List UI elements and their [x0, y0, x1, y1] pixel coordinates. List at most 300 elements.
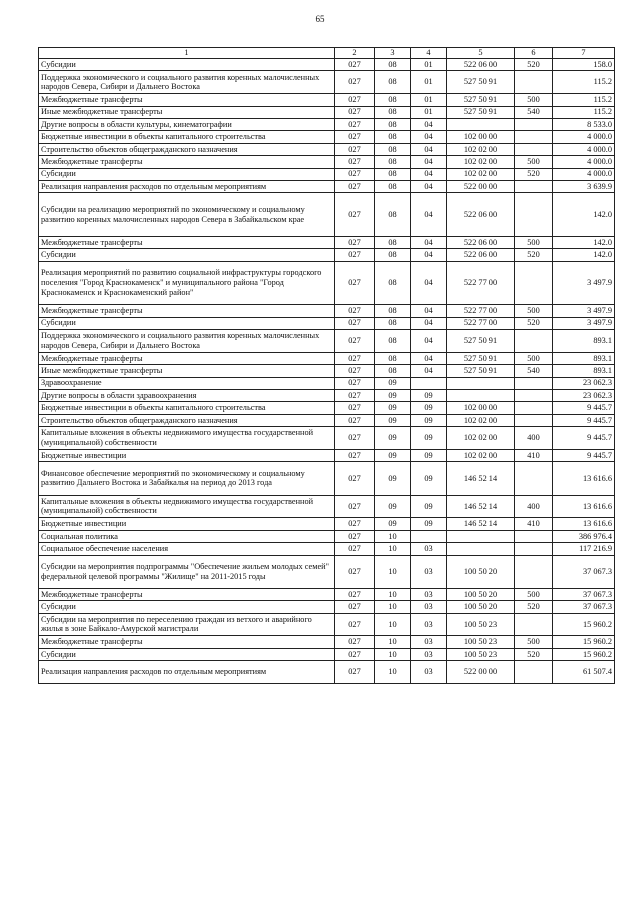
section-code-cell: 08 — [375, 330, 411, 353]
subsection-code-cell: 01 — [411, 59, 447, 71]
column-header: 2 — [335, 48, 375, 59]
section-code-cell: 08 — [375, 317, 411, 329]
subsection-code-cell: 03 — [411, 588, 447, 600]
expense-type-cell: 400 — [515, 427, 553, 450]
admin-code-cell: 027 — [335, 249, 375, 261]
subsection-code-cell: 03 — [411, 601, 447, 613]
expense-type-cell — [515, 118, 553, 130]
table-row — [39, 317, 615, 329]
subsection-code-cell: 01 — [411, 71, 447, 94]
expense-type-cell — [515, 414, 553, 426]
subsection-code-cell: 09 — [411, 390, 447, 402]
table-row — [39, 450, 615, 462]
expense-type-cell — [515, 555, 553, 588]
target-article-cell: 102 02 00 — [447, 156, 515, 168]
admin-code-cell: 027 — [335, 601, 375, 613]
subsection-code-cell: 03 — [411, 636, 447, 648]
target-article-cell: 522 00 00 — [447, 661, 515, 684]
subsection-code-cell: 01 — [411, 106, 447, 118]
amount-cell: 158.0 — [553, 59, 615, 71]
section-code-cell: 08 — [375, 59, 411, 71]
section-code-cell: 10 — [375, 601, 411, 613]
row-name-cell: Субсидии на мероприятия подпрограммы "Обеспечение жильем молодых семей" федеральной целевой программы "Жилище" на 2011-2015 годы — [39, 555, 335, 588]
admin-code-cell: 027 — [335, 305, 375, 317]
section-code-cell: 09 — [375, 427, 411, 450]
section-code-cell: 09 — [375, 495, 411, 518]
section-code-cell: 09 — [375, 402, 411, 414]
amount-cell: 3 497.9 — [553, 261, 615, 305]
table-row — [39, 156, 615, 168]
amount-cell: 3 497.9 — [553, 305, 615, 317]
expense-type-cell: 520 — [515, 317, 553, 329]
target-article-cell: 522 00 00 — [447, 180, 515, 192]
expense-type-cell: 410 — [515, 518, 553, 530]
row-name-cell: Межбюджетные трансферты — [39, 94, 335, 106]
expense-type-cell — [515, 143, 553, 155]
target-article-cell: 527 50 91 — [447, 352, 515, 364]
amount-cell: 893.1 — [553, 330, 615, 353]
subsection-code-cell: 04 — [411, 143, 447, 155]
table-row — [39, 106, 615, 118]
subsection-code-cell: 03 — [411, 543, 447, 555]
amount-cell: 37 067.3 — [553, 555, 615, 588]
table-row — [39, 168, 615, 180]
column-header: 5 — [447, 48, 515, 59]
target-article-cell — [447, 377, 515, 389]
column-header: 1 — [39, 48, 335, 59]
table-row — [39, 143, 615, 155]
target-article-cell — [447, 530, 515, 542]
row-name-cell: Бюджетные инвестиции — [39, 450, 335, 462]
admin-code-cell: 027 — [335, 636, 375, 648]
column-header: 4 — [411, 48, 447, 59]
row-name-cell: Реализация мероприятий по развитию социальной инфраструктуры городского поселения "Город Краснокаменск" и муниципального района "Город Краснокаменск и Краснокаменский район" — [39, 261, 335, 305]
target-article-cell: 527 50 91 — [447, 71, 515, 94]
table-row — [39, 352, 615, 364]
subsection-code-cell: 09 — [411, 450, 447, 462]
row-name-cell: Другие вопросы в области культуры, кинематографии — [39, 118, 335, 130]
admin-code-cell: 027 — [335, 427, 375, 450]
subsection-code-cell: 03 — [411, 648, 447, 660]
subsection-code-cell: 09 — [411, 427, 447, 450]
target-article-cell: 146 52 14 — [447, 462, 515, 495]
amount-cell: 8 533.0 — [553, 118, 615, 130]
amount-cell: 3 639.9 — [553, 180, 615, 192]
subsection-code-cell: 04 — [411, 168, 447, 180]
section-code-cell: 08 — [375, 94, 411, 106]
amount-cell: 893.1 — [553, 365, 615, 377]
expense-type-cell — [515, 543, 553, 555]
expense-type-cell — [515, 330, 553, 353]
row-name-cell: Реализация направления расходов по отдельным мероприятиям — [39, 661, 335, 684]
table-row — [39, 305, 615, 317]
table-row — [39, 414, 615, 426]
row-name-cell: Строительство объектов общегражданского назначения — [39, 143, 335, 155]
section-code-cell: 09 — [375, 518, 411, 530]
row-name-cell: Социальное обеспечение населения — [39, 543, 335, 555]
target-article-cell: 102 00 00 — [447, 402, 515, 414]
target-article-cell: 522 06 00 — [447, 59, 515, 71]
subsection-code-cell — [411, 377, 447, 389]
section-code-cell: 08 — [375, 305, 411, 317]
target-article-cell: 522 06 00 — [447, 193, 515, 237]
expense-type-cell: 520 — [515, 648, 553, 660]
admin-code-cell: 027 — [335, 330, 375, 353]
table-row — [39, 330, 615, 353]
subsection-code-cell: 03 — [411, 613, 447, 636]
table-row — [39, 365, 615, 377]
table-row — [39, 648, 615, 660]
section-code-cell: 08 — [375, 249, 411, 261]
amount-cell: 4 000.0 — [553, 131, 615, 143]
page-number: 65 — [315, 14, 325, 24]
table-row — [39, 555, 615, 588]
admin-code-cell: 027 — [335, 588, 375, 600]
amount-cell: 15 960.2 — [553, 648, 615, 660]
section-code-cell: 09 — [375, 414, 411, 426]
target-article-cell: 527 50 91 — [447, 365, 515, 377]
table-row — [39, 390, 615, 402]
table-row — [39, 249, 615, 261]
row-name-cell: Субсидии — [39, 317, 335, 329]
target-article-cell: 522 77 00 — [447, 261, 515, 305]
expense-type-cell — [515, 402, 553, 414]
expense-type-cell — [515, 462, 553, 495]
row-name-cell: Социальная политика — [39, 530, 335, 542]
admin-code-cell: 027 — [335, 450, 375, 462]
section-code-cell: 09 — [375, 390, 411, 402]
table-row — [39, 236, 615, 248]
subsection-code-cell: 04 — [411, 193, 447, 237]
target-article-cell: 100 50 20 — [447, 588, 515, 600]
expense-type-cell: 400 — [515, 495, 553, 518]
admin-code-cell: 027 — [335, 661, 375, 684]
row-name-cell: Здравоохранение — [39, 377, 335, 389]
expense-type-cell: 520 — [515, 168, 553, 180]
target-article-cell: 100 50 23 — [447, 636, 515, 648]
table-row — [39, 377, 615, 389]
section-code-cell: 10 — [375, 661, 411, 684]
table-row — [39, 71, 615, 94]
target-article-cell: 527 50 91 — [447, 94, 515, 106]
admin-code-cell: 027 — [335, 236, 375, 248]
table-row — [39, 661, 615, 684]
section-code-cell: 08 — [375, 156, 411, 168]
admin-code-cell: 027 — [335, 495, 375, 518]
expense-type-cell: 540 — [515, 365, 553, 377]
expense-type-cell: 500 — [515, 588, 553, 600]
section-code-cell: 10 — [375, 648, 411, 660]
amount-cell: 23 062.3 — [553, 377, 615, 389]
amount-cell: 115.2 — [553, 94, 615, 106]
subsection-code-cell: 04 — [411, 330, 447, 353]
section-code-cell: 08 — [375, 131, 411, 143]
amount-cell: 37 067.3 — [553, 588, 615, 600]
row-name-cell: Бюджетные инвестиции в объекты капитального строительства — [39, 402, 335, 414]
expense-type-cell: 500 — [515, 236, 553, 248]
row-name-cell: Межбюджетные трансферты — [39, 236, 335, 248]
amount-cell: 15 960.2 — [553, 636, 615, 648]
section-code-cell: 09 — [375, 450, 411, 462]
column-header: 7 — [553, 48, 615, 59]
subsection-code-cell: 03 — [411, 661, 447, 684]
table-row — [39, 94, 615, 106]
expense-type-cell — [515, 261, 553, 305]
row-name-cell: Иные межбюджетные трансферты — [39, 365, 335, 377]
expense-type-cell — [515, 193, 553, 237]
expense-type-cell: 540 — [515, 106, 553, 118]
table-row — [39, 261, 615, 305]
target-article-cell — [447, 118, 515, 130]
admin-code-cell: 027 — [335, 543, 375, 555]
row-name-cell: Поддержка экономического и социального развития коренных малочисленных народов Севера, Сибири и Дальнего Востока — [39, 71, 335, 94]
target-article-cell: 102 00 00 — [447, 131, 515, 143]
row-name-cell: Другие вопросы в области здравоохранения — [39, 390, 335, 402]
subsection-code-cell: 01 — [411, 94, 447, 106]
amount-cell: 61 507.4 — [553, 661, 615, 684]
admin-code-cell: 027 — [335, 106, 375, 118]
amount-cell: 13 616.6 — [553, 495, 615, 518]
section-code-cell: 08 — [375, 106, 411, 118]
target-article-cell: 522 06 00 — [447, 236, 515, 248]
target-article-cell: 527 50 91 — [447, 106, 515, 118]
target-article-cell: 100 50 20 — [447, 555, 515, 588]
row-name-cell: Капитальные вложения в объекты недвижимого имущества государственной (муниципальной) собственности — [39, 495, 335, 518]
expense-type-cell: 410 — [515, 450, 553, 462]
subsection-code-cell: 04 — [411, 249, 447, 261]
row-name-cell: Капитальные вложения в объекты недвижимого имущества государственной (муниципальной) собственности — [39, 427, 335, 450]
target-article-cell — [447, 543, 515, 555]
section-code-cell: 08 — [375, 143, 411, 155]
subsection-code-cell: 09 — [411, 414, 447, 426]
admin-code-cell: 027 — [335, 613, 375, 636]
expense-type-cell: 500 — [515, 352, 553, 364]
table-row — [39, 518, 615, 530]
table-row — [39, 495, 615, 518]
row-name-cell: Бюджетные инвестиции — [39, 518, 335, 530]
admin-code-cell: 027 — [335, 317, 375, 329]
row-name-cell: Субсидии — [39, 601, 335, 613]
expense-type-cell — [515, 377, 553, 389]
admin-code-cell: 027 — [335, 94, 375, 106]
subsection-code-cell: 03 — [411, 555, 447, 588]
expense-type-cell: 500 — [515, 94, 553, 106]
admin-code-cell: 027 — [335, 414, 375, 426]
row-name-cell: Реализация направления расходов по отдельным мероприятиям — [39, 180, 335, 192]
table-row — [39, 131, 615, 143]
table-row — [39, 118, 615, 130]
admin-code-cell: 027 — [335, 402, 375, 414]
target-article-cell: 102 02 00 — [447, 168, 515, 180]
row-name-cell: Субсидии — [39, 168, 335, 180]
admin-code-cell: 027 — [335, 530, 375, 542]
section-code-cell: 10 — [375, 613, 411, 636]
section-code-cell: 08 — [375, 193, 411, 237]
subsection-code-cell: 04 — [411, 118, 447, 130]
amount-cell: 9 445.7 — [553, 450, 615, 462]
amount-cell: 142.0 — [553, 193, 615, 237]
target-article-cell: 527 50 91 — [447, 330, 515, 353]
row-name-cell: Субсидии — [39, 648, 335, 660]
admin-code-cell: 027 — [335, 193, 375, 237]
admin-code-cell: 027 — [335, 390, 375, 402]
subsection-code-cell: 09 — [411, 462, 447, 495]
admin-code-cell: 027 — [335, 156, 375, 168]
amount-cell: 15 960.2 — [553, 613, 615, 636]
row-name-cell: Межбюджетные трансферты — [39, 636, 335, 648]
row-name-cell: Межбюджетные трансферты — [39, 305, 335, 317]
row-name-cell: Иные межбюджетные трансферты — [39, 106, 335, 118]
target-article-cell: 522 77 00 — [447, 305, 515, 317]
expense-type-cell: 500 — [515, 636, 553, 648]
subsection-code-cell: 09 — [411, 518, 447, 530]
budget-table — [38, 47, 615, 684]
expense-type-cell — [515, 180, 553, 192]
amount-cell: 4 000.0 — [553, 143, 615, 155]
table-row — [39, 543, 615, 555]
admin-code-cell: 027 — [335, 462, 375, 495]
table-row — [39, 530, 615, 542]
row-name-cell: Субсидии на реализацию мероприятий по экономическому и социальному развитию коренных малочисленных народов Севера в Забайкальском крае — [39, 193, 335, 237]
row-name-cell: Субсидии на мероприятия по переселению граждан из ветхого и аварийного жилья в зоне Байкало-Амурской магистрали — [39, 613, 335, 636]
amount-cell: 3 497.9 — [553, 317, 615, 329]
target-article-cell: 100 50 23 — [447, 613, 515, 636]
row-name-cell: Межбюджетные трансферты — [39, 588, 335, 600]
table-row — [39, 588, 615, 600]
expense-type-cell — [515, 71, 553, 94]
subsection-code-cell: 04 — [411, 365, 447, 377]
section-code-cell: 08 — [375, 71, 411, 94]
column-header: 6 — [515, 48, 553, 59]
section-code-cell: 08 — [375, 352, 411, 364]
row-name-cell: Межбюджетные трансферты — [39, 352, 335, 364]
table-body — [39, 59, 615, 684]
target-article-cell — [447, 390, 515, 402]
section-code-cell: 10 — [375, 636, 411, 648]
target-article-cell: 102 02 00 — [447, 450, 515, 462]
admin-code-cell: 027 — [335, 518, 375, 530]
target-article-cell: 100 50 20 — [447, 601, 515, 613]
amount-cell: 9 445.7 — [553, 402, 615, 414]
subsection-code-cell: 04 — [411, 305, 447, 317]
row-name-cell: Бюджетные инвестиции в объекты капитального строительства — [39, 131, 335, 143]
amount-cell: 117 216.9 — [553, 543, 615, 555]
admin-code-cell: 027 — [335, 648, 375, 660]
target-article-cell: 100 50 23 — [447, 648, 515, 660]
target-article-cell: 102 02 00 — [447, 143, 515, 155]
subsection-code-cell: 09 — [411, 402, 447, 414]
expense-type-cell: 520 — [515, 59, 553, 71]
table-row — [39, 193, 615, 237]
section-code-cell: 10 — [375, 588, 411, 600]
row-name-cell: Поддержка экономического и социального развития коренных малочисленных народов Севера, Сибири и Дальнего Востока — [39, 330, 335, 353]
section-code-cell: 08 — [375, 236, 411, 248]
row-name-cell: Финансовое обеспечение мероприятий по экономическому и социальному развитию Дальнего Востока и Забайкалья на период до 2013 года — [39, 462, 335, 495]
admin-code-cell: 027 — [335, 261, 375, 305]
subsection-code-cell: 04 — [411, 261, 447, 305]
row-name-cell: Межбюджетные трансферты — [39, 156, 335, 168]
section-code-cell: 09 — [375, 462, 411, 495]
target-article-cell: 522 06 00 — [447, 249, 515, 261]
amount-cell: 9 445.7 — [553, 427, 615, 450]
amount-cell: 142.0 — [553, 236, 615, 248]
section-code-cell: 10 — [375, 543, 411, 555]
row-name-cell: Строительство объектов общегражданского назначения — [39, 414, 335, 426]
admin-code-cell: 027 — [335, 143, 375, 155]
section-code-cell: 09 — [375, 377, 411, 389]
admin-code-cell: 027 — [335, 131, 375, 143]
admin-code-cell: 027 — [335, 352, 375, 364]
section-code-cell: 08 — [375, 365, 411, 377]
subsection-code-cell — [411, 530, 447, 542]
expense-type-cell — [515, 530, 553, 542]
section-code-cell: 08 — [375, 180, 411, 192]
expense-type-cell: 520 — [515, 601, 553, 613]
target-article-cell: 146 52 14 — [447, 495, 515, 518]
expense-type-cell: 500 — [515, 305, 553, 317]
amount-cell: 23 062.3 — [553, 390, 615, 402]
amount-cell: 893.1 — [553, 352, 615, 364]
section-code-cell: 08 — [375, 118, 411, 130]
admin-code-cell: 027 — [335, 180, 375, 192]
amount-cell: 9 445.7 — [553, 414, 615, 426]
expense-type-cell — [515, 131, 553, 143]
table-row — [39, 613, 615, 636]
admin-code-cell: 027 — [335, 59, 375, 71]
admin-code-cell: 027 — [335, 377, 375, 389]
section-code-cell: 10 — [375, 555, 411, 588]
admin-code-cell: 027 — [335, 71, 375, 94]
table-row — [39, 180, 615, 192]
table-row — [39, 462, 615, 495]
subsection-code-cell: 04 — [411, 317, 447, 329]
subsection-code-cell: 04 — [411, 236, 447, 248]
amount-cell: 37 067.3 — [553, 601, 615, 613]
table-row — [39, 636, 615, 648]
section-code-cell: 08 — [375, 261, 411, 305]
admin-code-cell: 027 — [335, 168, 375, 180]
table-row — [39, 427, 615, 450]
target-article-cell: 522 77 00 — [447, 317, 515, 329]
subsection-code-cell: 04 — [411, 131, 447, 143]
target-article-cell: 102 02 00 — [447, 427, 515, 450]
table-row — [39, 402, 615, 414]
header-row — [39, 48, 615, 59]
amount-cell: 115.2 — [553, 71, 615, 94]
expense-type-cell — [515, 390, 553, 402]
amount-cell: 115.2 — [553, 106, 615, 118]
row-name-cell: Субсидии — [39, 59, 335, 71]
row-name-cell: Субсидии — [39, 249, 335, 261]
subsection-code-cell: 09 — [411, 495, 447, 518]
column-header: 3 — [375, 48, 411, 59]
subsection-code-cell: 04 — [411, 352, 447, 364]
admin-code-cell: 027 — [335, 555, 375, 588]
amount-cell: 13 616.6 — [553, 518, 615, 530]
admin-code-cell: 027 — [335, 118, 375, 130]
table-row — [39, 59, 615, 71]
amount-cell: 4 000.0 — [553, 156, 615, 168]
amount-cell: 13 616.6 — [553, 462, 615, 495]
subsection-code-cell: 04 — [411, 180, 447, 192]
expense-type-cell — [515, 613, 553, 636]
table-row — [39, 601, 615, 613]
subsection-code-cell: 04 — [411, 156, 447, 168]
expense-type-cell: 520 — [515, 249, 553, 261]
section-code-cell: 10 — [375, 530, 411, 542]
section-code-cell: 08 — [375, 168, 411, 180]
expense-type-cell: 500 — [515, 156, 553, 168]
